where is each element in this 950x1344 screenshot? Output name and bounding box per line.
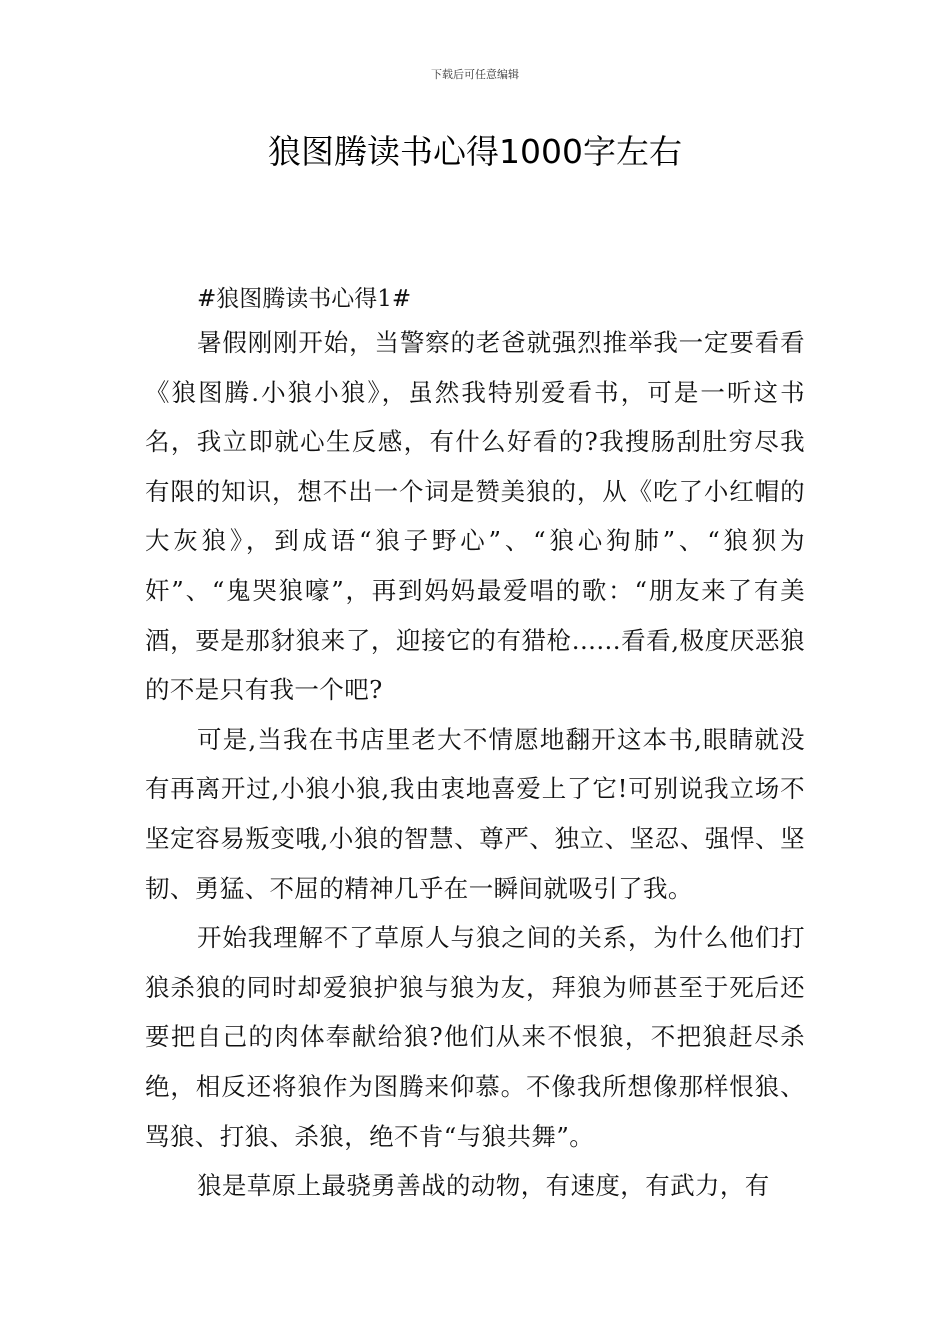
paragraph-3: 开始我理解不了草原人与狼之间的关系，为什么他们打狼杀狼的同时却爱狼护狼与狼为友，拜狼为师甚至于死后还要把自己的肉体奉献给狼?他们从来不恨狼，不把狼赶尽杀绝，相反还将狼作为图腾来仰慕。不像我所想像那样恨狼、骂狼、打狼、杀狼，绝不肯“与狼共舞”。 [145, 923, 805, 1151]
document-body [145, 284, 805, 1211]
document-title: 狼图腾读书心得1000字左右 [268, 132, 682, 171]
page-header-note: 下载后可任意编辑 [431, 68, 519, 81]
section-heading: #狼图腾读书心得1# [197, 286, 412, 312]
paragraph-1: 暑假刚刚开始，当警察的老爸就强烈推举我一定要看看《狼图腾.小狼小狼》，虽然我特别爱看书，可是一听这书名，我立即就心生反感，有什么好看的?我搜肠刮肚穷尽我有限的知识，想不出一个词是赞美狼的，从《吃了小红帽的大灰狼》，到成语“狼子野心”、“狼心狗肺”、“狼狈为奸”、“鬼哭狼嚎”，再到妈妈最爱唱的歌：“朋友来了有美酒，要是那豺狼来了，迎接它的有猎枪......看看,极度厌恶狼的不是只有我一个吧? [145, 328, 805, 705]
paragraph-4: 狼是草原上最骁勇善战的动物，有速度，有武力，有 [197, 1171, 770, 1201]
paragraph-2: 可是,当我在书店里老大不情愿地翻开这本书,眼睛就没有再离开过,小狼小狼,我由衷地喜爱上了它!可别说我立场不坚定容易叛变哦,小狼的智慧、尊严、独立、坚忍、强悍、坚韧、勇猛、不屈的精神几乎在一瞬间就吸引了我。 [145, 724, 805, 903]
